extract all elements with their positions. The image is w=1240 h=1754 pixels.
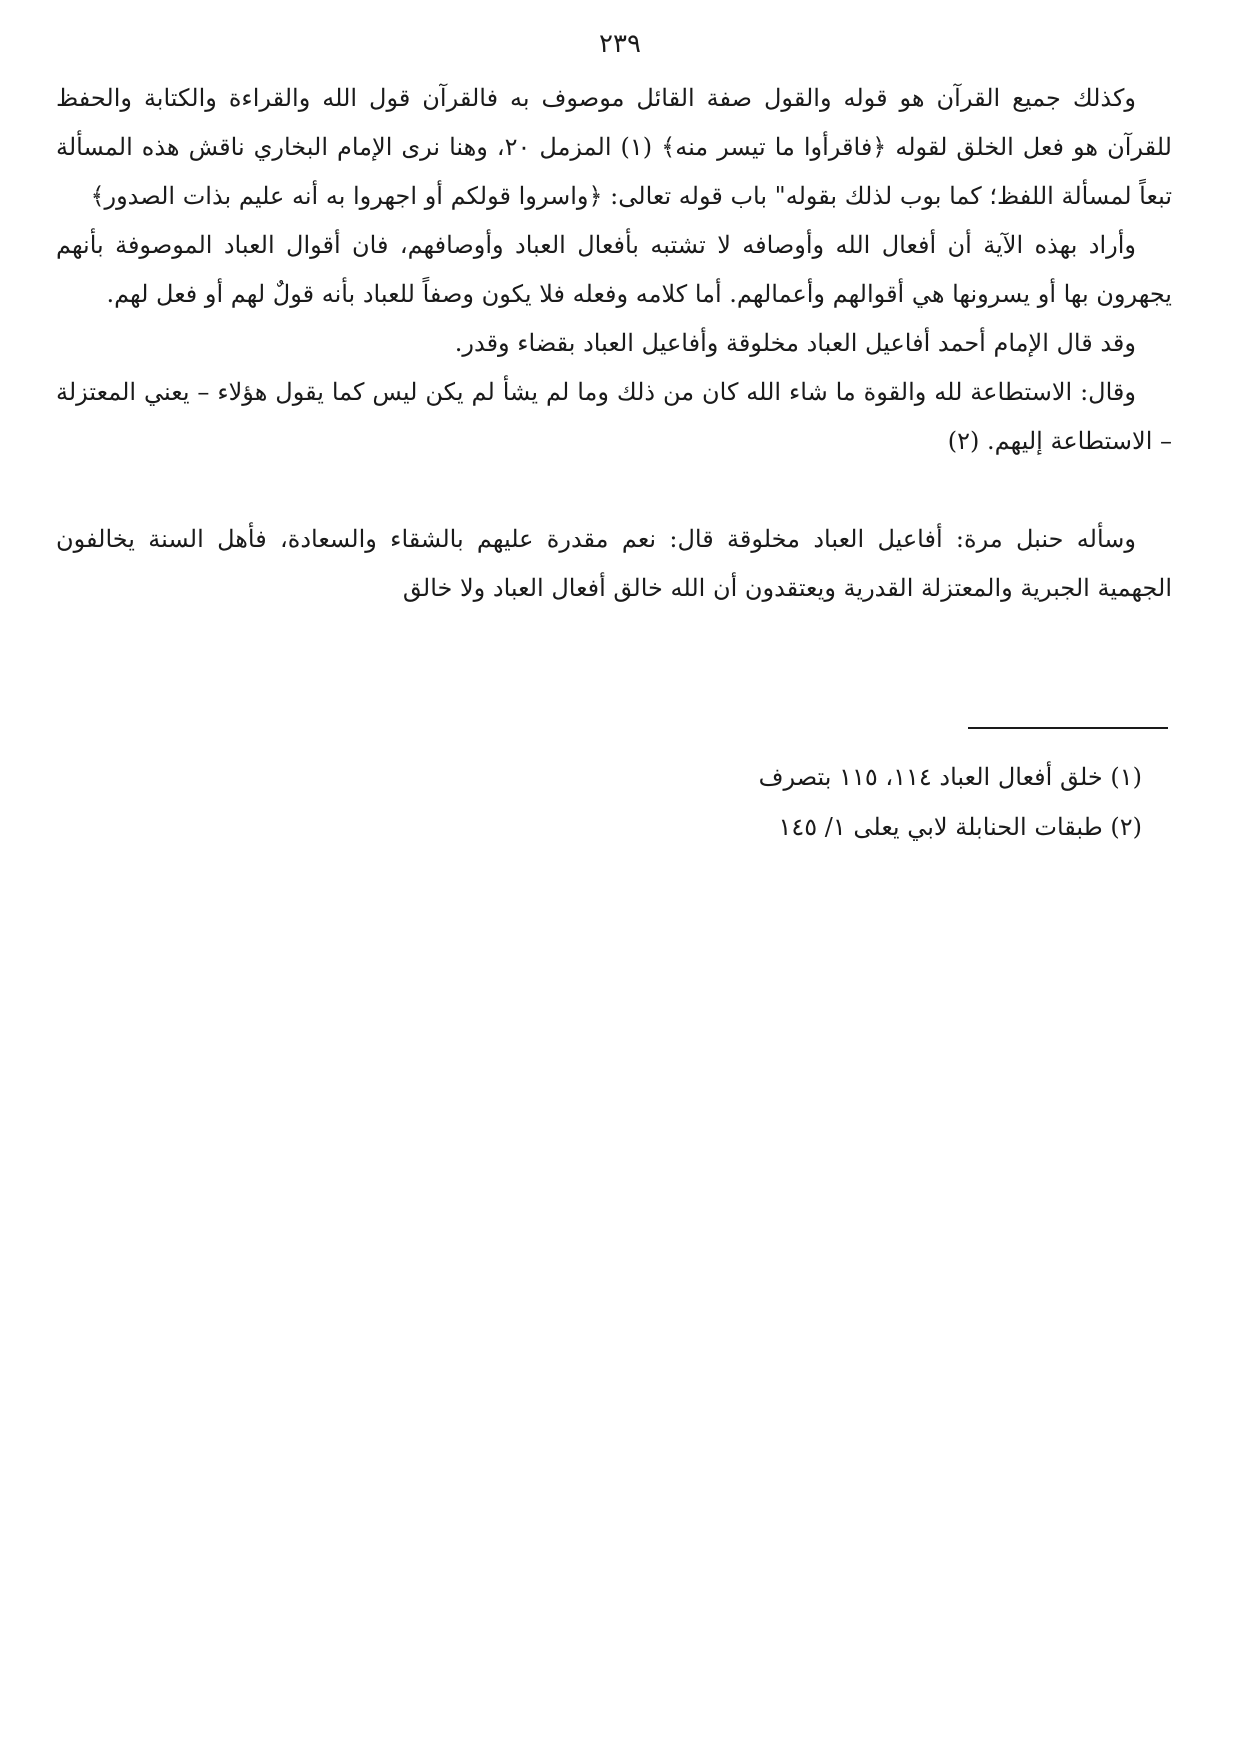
footnotes	[56, 752, 1172, 852]
paragraph-hanbal-question: وسأله حنبل مرة: أفاعيل العباد مخلوقة قال: نعم مقدرة عليهم بالشقاء والسعادة، فأهل السنة يخالفون الجهمية الجبرية والمعتزلة القدرية ويعتقدون أن الله خالق أفعال العباد ولا خالق	[56, 525, 1172, 602]
footnote-2: (٢) طبقات الحنابلة لابي يعلى ١/ ١٤٥	[778, 813, 1142, 841]
paragraph-imam-ahmad: وقد قال الإمام أحمد أفاعيل العباد مخلوقة وأفاعيل العباد بقضاء وقدر.	[454, 329, 1136, 357]
page-number: ٢٣٩	[599, 29, 641, 59]
footnote-divider	[968, 727, 1168, 729]
paragraph-istitaah: وقال: الاستطاعة لله والقوة ما شاء الله كان من ذلك وما لم يشأ لم يكن ليس كما يقول هؤلاء – يعني المعتزلة – الاستطاعة إليهم. (٢)	[56, 378, 1172, 455]
footnote-1: (١) خلق أفعال العباد ١١٤، ١١٥ بتصرف	[758, 763, 1142, 791]
paragraph-verse-meaning: وأراد بهذه الآية أن أفعال الله وأوصافه لا تشتبه بأفعال العباد وأوصافهم، فان أقوال العباد الموصوفة بأنهم يجهرون بها أو يسرونها هي أقوالهم وأعمالهم. أما كلامه وفعله فلا يكون وصفاً للعباد بأنه قولٌ لهم أو فعل لهم.	[56, 231, 1172, 308]
paragraph-quran-speech: وكذلك جميع القرآن هو قوله والقول صفة القائل موصوف به فالقرآن قول الله والقراءة والكتابة والحفظ للقرآن هو فعل الخلق لقوله ﴿فاقرأوا ما تيسر منه﴾ (١) المزمل ٢٠، وهنا نرى الإمام البخاري ناقش هذه المسألة تبعاً لمسألة اللفظ؛ كما بوب لذلك بقوله" باب قوله تعالى: ﴿واسروا قولكم أو اجهروا به أنه عليم بذات الصدور﴾	[56, 84, 1172, 210]
main-text	[56, 74, 1172, 613]
